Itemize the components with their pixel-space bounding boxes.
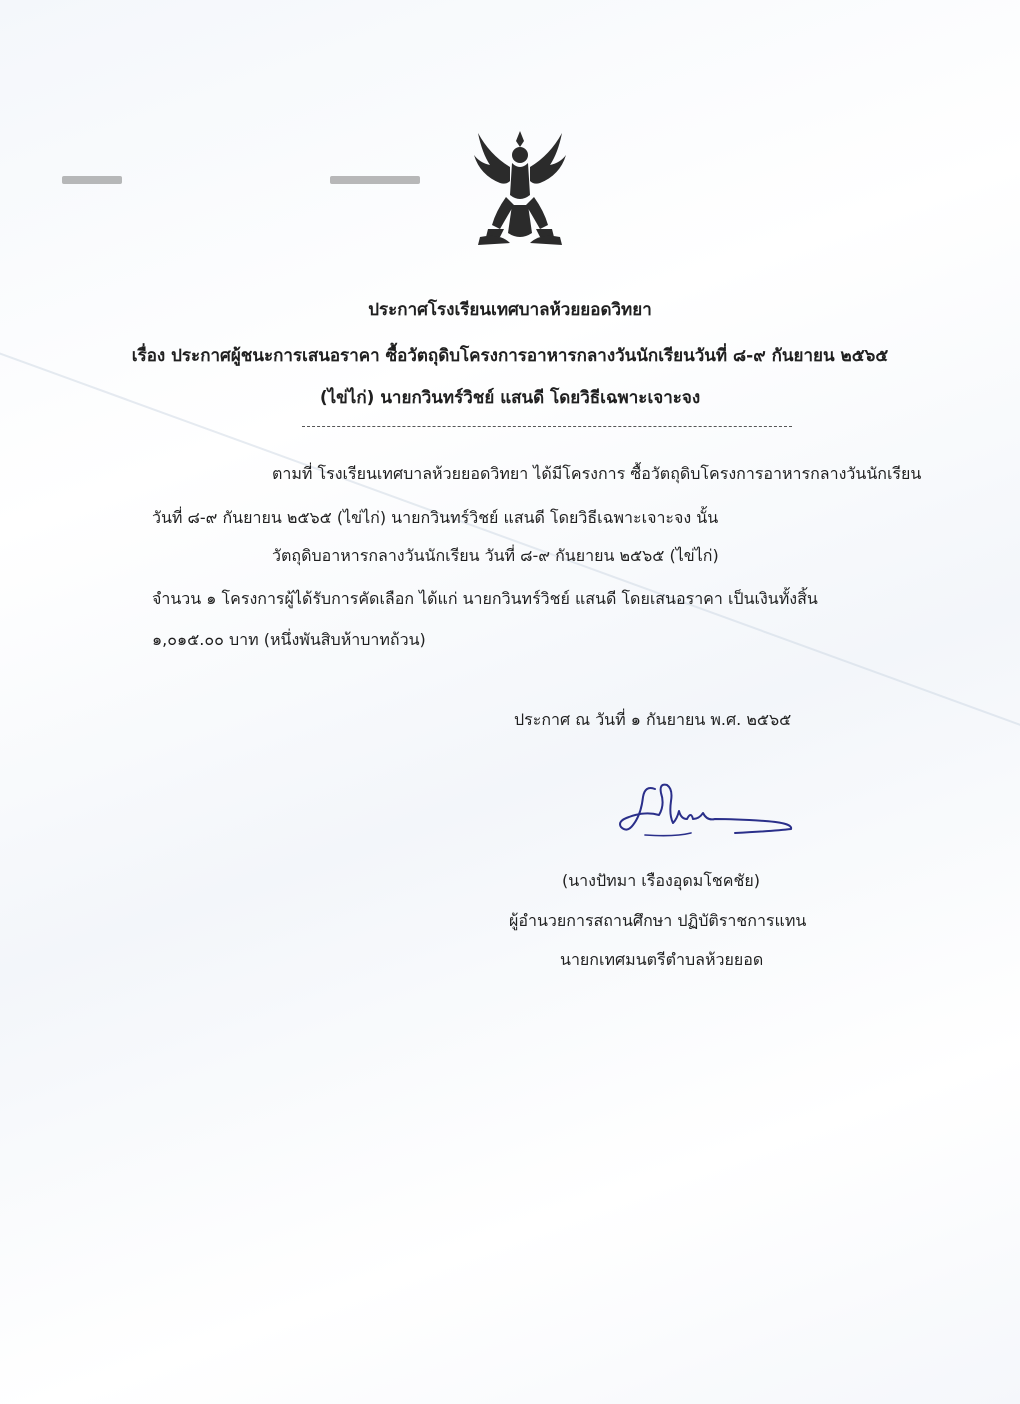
document-subject-line: เรื่อง ประกาศผู้ชนะการเสนอราคา ซื้อวัตถุดิบโครงการอาหารกลางวันนักเรียนวันที่ ๘-๙ กันยายน ๒๕๖๕ bbox=[131, 346, 889, 366]
divider bbox=[302, 426, 792, 427]
body-text-line: ตามที่ โรงเรียนเทศบาลห้วยยอดวิทยา ได้มีโครงการ ซื้อวัตถุดิบโครงการอาหารกลางวันนักเรียน bbox=[272, 464, 922, 483]
signatory-name: (นางปัทมา เรืองอุดมโชคชัย) bbox=[562, 871, 760, 890]
body-text-line: ๑,๐๑๕.๐๐ บาท (หนึ่งพันสิบห้าบาทถ้วน) bbox=[152, 630, 426, 649]
handwritten-signature bbox=[615, 775, 805, 845]
document-subject-line: (ไข่ไก่) นายกวินทร์วิชย์ แสนดี โดยวิธีเฉพาะเจาะจง bbox=[319, 388, 701, 408]
signatory-position: ผู้อำนวยการสถานศึกษา ปฏิบัติราชการแทน bbox=[509, 911, 807, 930]
body-text-line: จำนวน ๑ โครงการผู้ได้รับการคัดเลือก ได้แก่ นายกวินทร์วิชย์ แสนดี โดยเสนอราคา เป็นเงินทั้งสิ้น bbox=[152, 589, 818, 608]
signatory-position: นายกเทศมนตรีตำบลห้วยยอด bbox=[560, 950, 764, 969]
scan-artifact bbox=[62, 176, 122, 184]
document-title: ประกาศโรงเรียนเทศบาลห้วยยอดวิทยา bbox=[368, 300, 652, 320]
body-text-line: วัตถุดิบอาหารกลางวันนักเรียน วันที่ ๘-๙ กันยายน ๒๕๖๕ (ไข่ไก่) bbox=[272, 546, 719, 565]
body-text-line: วันที่ ๘-๙ กันยายน ๒๕๖๕ (ไข่ไก่) นายกวินทร์วิชย์ แสนดี โดยวิธีเฉพาะเจาะจง นั้น bbox=[152, 508, 719, 527]
announcement-date: ประกาศ ณ วันที่ ๑ กันยายน พ.ศ. ๒๕๖๕ bbox=[514, 710, 792, 729]
garuda-emblem-icon bbox=[470, 125, 570, 255]
scan-artifact bbox=[330, 176, 420, 184]
